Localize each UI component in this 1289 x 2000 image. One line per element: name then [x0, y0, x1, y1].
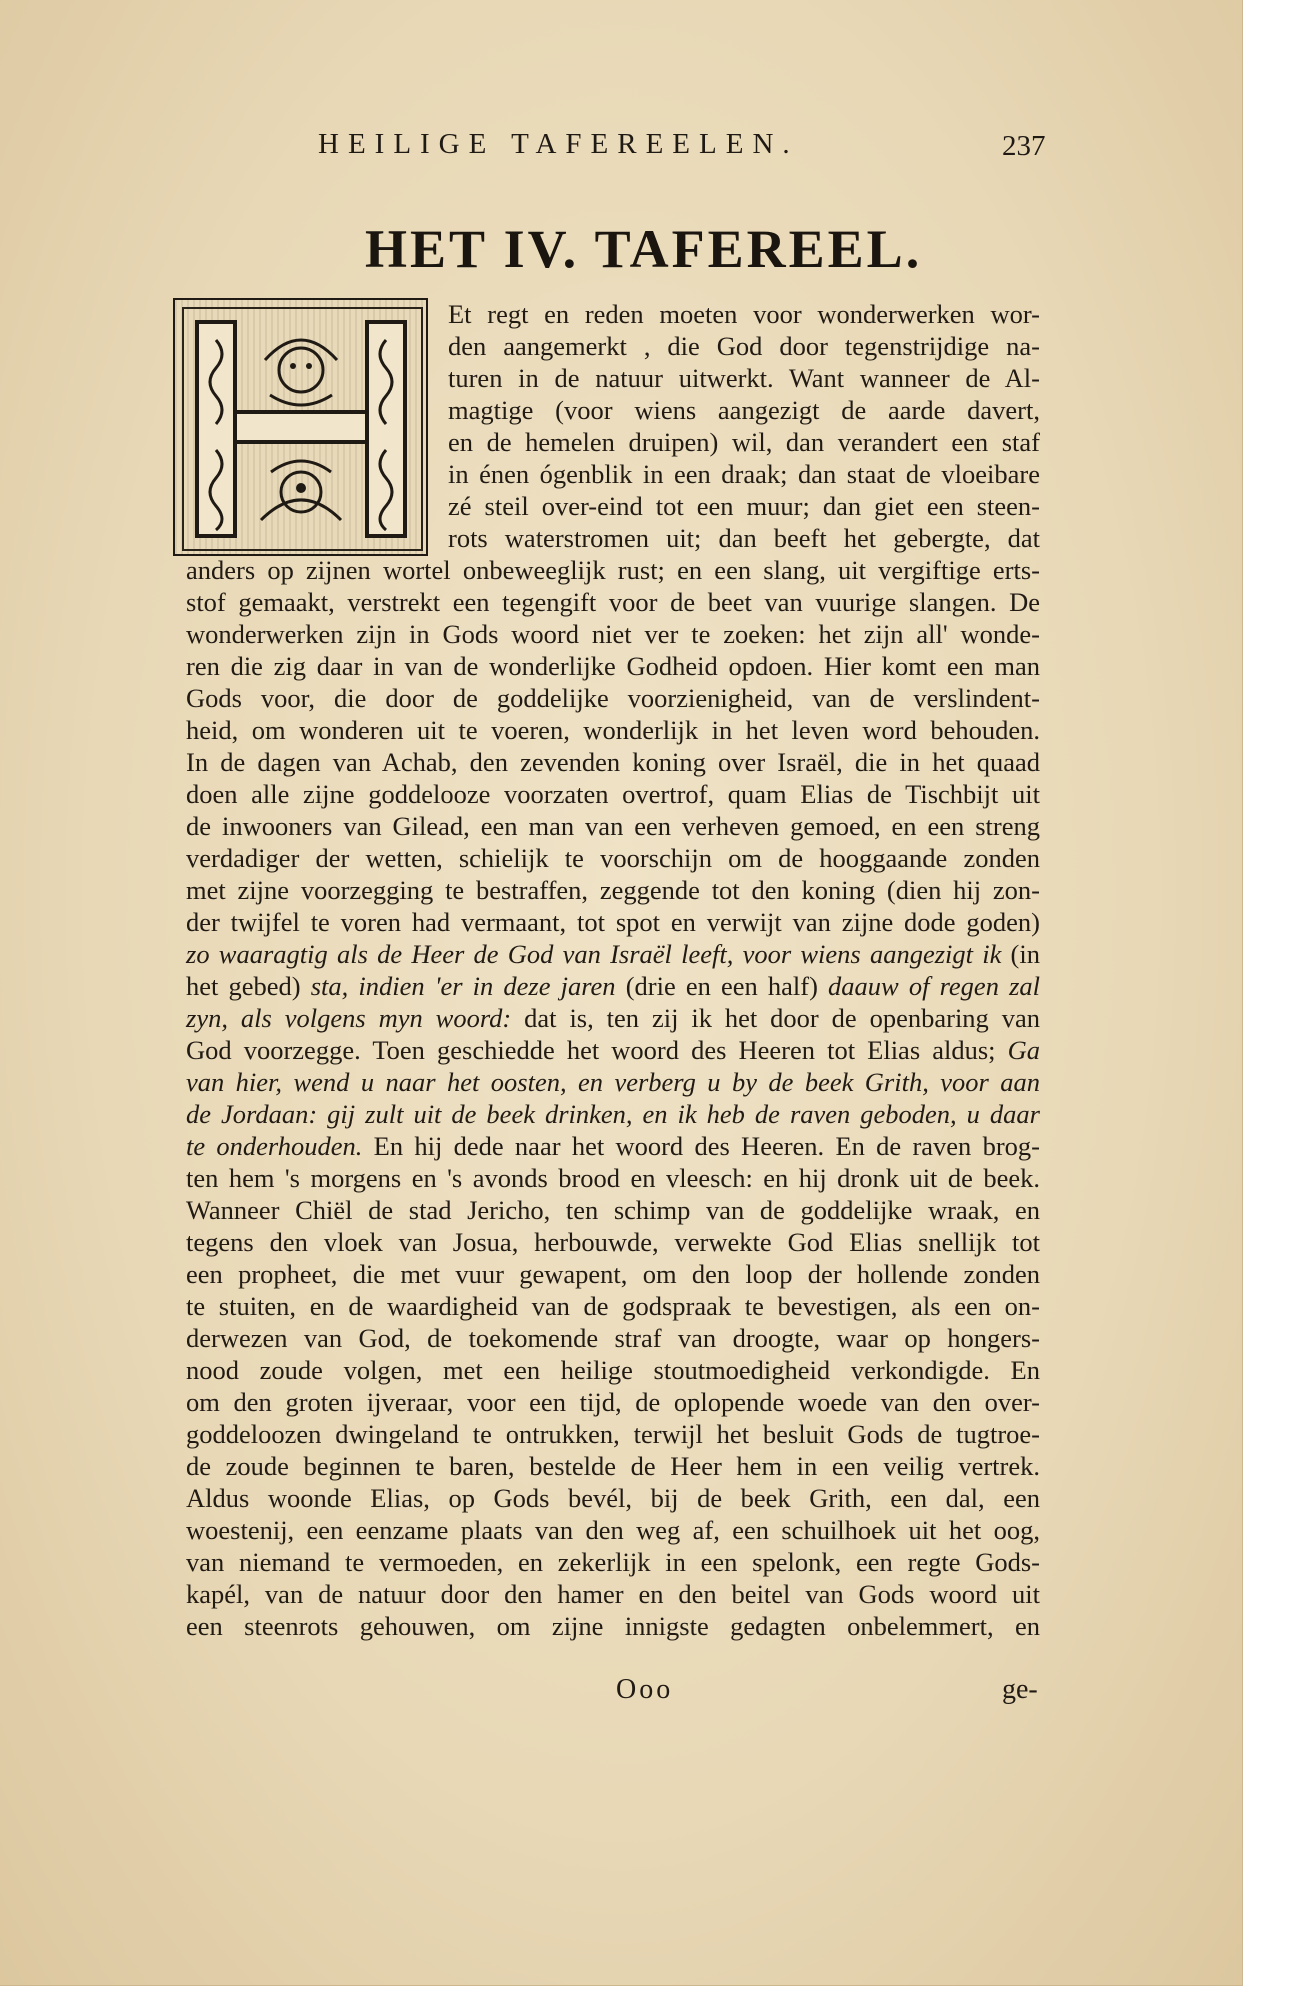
- page-number: 237: [1002, 130, 1046, 162]
- page-footer: [0, 1674, 1242, 1714]
- text-line: Et regt en reden moeten voor wonderwerken wor-: [448, 299, 1040, 329]
- text-line: nood zoude volgen, met een heilige stoutmoedigheid verkondigde. En: [186, 1355, 1040, 1385]
- page-header: [0, 128, 1242, 168]
- running-title: HEILIGE TAFEREELEN.: [318, 128, 799, 160]
- signature-mark: Ooo: [616, 1674, 674, 1705]
- italic-span: zyn, als volgens myn woord:: [186, 1003, 512, 1033]
- roman-span: En hij dede naar het woord des Heeren. En de raven brog-: [362, 1131, 1040, 1161]
- text-line: en de hemelen druipen) wil, dan verandert een staf: [448, 427, 1040, 457]
- text-line: een propheet, die met vuur gewapent, om den loop der hollende zonden: [186, 1259, 1040, 1289]
- roman-span: (in: [1001, 939, 1040, 969]
- italic-span: Ga: [1007, 1035, 1040, 1065]
- text-line: Wanneer Chiël de stad Jericho, ten schimp van de goddelijke wraak, en: [186, 1195, 1040, 1225]
- text-line: ren die zig daar in van de wonderlijke Godheid opdoen. Hier komt een man: [186, 651, 1040, 681]
- chapter-title: HET IV. TAFEREEL.: [365, 219, 923, 279]
- roman-span: (drie en een half): [615, 971, 829, 1001]
- text-line: [186, 1002, 1040, 1034]
- italic-span: daauw of regen zal: [828, 971, 1040, 1001]
- text-line: magtige (voor wiens aangezigt de aarde davert,: [448, 395, 1040, 425]
- text-line: om den groten ijveraar, voor een tijd, de oplopende woede van den over-: [186, 1387, 1040, 1417]
- text-line: wonderwerken zijn in Gods woord niet ver te zoeken: het zijn all' wonde-: [186, 619, 1040, 649]
- text-line: In de dagen van Achab, den zevenden koning over Israël, die in het quaad: [186, 747, 1040, 777]
- text-line: een steenrots gehouwen, om zijne innigste gedagten onbelemmert, en: [186, 1611, 1040, 1641]
- text-line: van hier, wend u naar het oosten, en verberg u by de beek Grith, voor aan: [186, 1067, 1040, 1097]
- italic-span: zo waaragtig als de Heer de God van Israël leeft, voor wiens aangezigt ik: [186, 939, 1002, 969]
- text-line: anders op zijnen wortel onbeweeglijk rust; en een slang, uit vergiftige erts-: [186, 555, 1040, 585]
- text-line: turen in de natuur uitwerkt. Want wanneer de Al-: [448, 363, 1040, 393]
- italic-span: sta, indien 'er in deze jaren: [310, 971, 616, 1001]
- text-line: goddeloozen dwingeland te ontrukken, terwijl het besluit Gods de tugtroe-: [186, 1419, 1040, 1449]
- text-line: woestenij, een eenzame plaats van den weg af, een schuilhoek uit het oog,: [186, 1515, 1040, 1545]
- text-line: rots waterstromen uit; dan beeft het gebergte, dat: [448, 523, 1040, 553]
- ornate-initial-icon: [173, 298, 428, 556]
- roman-span: het gebed): [186, 971, 311, 1001]
- text-line: Aldus woonde Elias, op Gods bevél, bij de beek Grith, een dal, een: [186, 1483, 1040, 1513]
- text-line: te stuiten, en de waardigheid van de godspraak te bevestigen, als een on-: [186, 1291, 1040, 1321]
- text-line: Gods voor, die door de goddelijke voorzienigheid, van de verslindent-: [186, 683, 1040, 713]
- text-line: derwezen van God, de toekomende straf van droogte, waar op hongers-: [186, 1323, 1040, 1353]
- catchword: ge-: [1002, 1674, 1038, 1705]
- text-line: den aangemerkt , die God door tegenstrijdige na-: [448, 331, 1040, 361]
- roman-span: dat is, ten zij ik het door de openbaring van: [511, 1003, 1040, 1033]
- text-line: [186, 970, 1040, 1002]
- text-line: heid, om wonderen uit te voeren, wonderlijk in het leven word behouden.: [186, 715, 1040, 745]
- text-line: stof gemaakt, verstrekt een tegengift voor de beet van vuurige slangen. De: [186, 587, 1040, 617]
- italic-span: te onderhouden.: [186, 1131, 363, 1161]
- text-line: tegens den vloek van Josua, herbouwde, verwekte God Elias snellijk tot: [186, 1227, 1040, 1257]
- text-line: de zoude beginnen te baren, bestelde de Heer hem in een veilig vertrek.: [186, 1451, 1040, 1481]
- roman-span: God voorzegge. Toen geschiedde het woord des Heeren tot Elias aldus;: [186, 1035, 1008, 1065]
- text-line: de Jordaan: gij zult uit de beek drinken, en ik heb de raven geboden, u daar: [186, 1099, 1040, 1129]
- text-line: [186, 1034, 1040, 1066]
- text-line: met zijne voorzegging te bestraffen, zeggende tot den koning (dien hij zon-: [186, 875, 1040, 905]
- text-line: doen alle zijne goddelooze voorzaten overtrof, quam Elias de Tischbijt uit: [186, 779, 1040, 809]
- text-line: der twijfel te voren had vermaant, tot spot en verwijt van zijne dode goden): [186, 907, 1040, 937]
- text-line: verdadiger der wetten, schielijk te voorschijn om de hooggaande zonden: [186, 843, 1040, 873]
- text-line: zé steil over-eind tot een muur; dan giet een steen-: [448, 491, 1040, 521]
- text-line: ten hem 's morgens en 's avonds brood en vleesch: en hij dronk uit de beek.: [186, 1163, 1040, 1193]
- text-line: in énen ógenblik in een draak; dan staat de vloeibare: [448, 459, 1040, 489]
- text-line: van niemand te vermoeden, en zekerlijk in een spelonk, een regte Gods-: [186, 1547, 1040, 1577]
- text-line: [186, 1130, 1040, 1162]
- text-line: de inwooners van Gilead, een man van een verheven gemoed, en een streng: [186, 811, 1040, 841]
- text-line: [186, 938, 1040, 970]
- text-line: kapél, van de natuur door den hamer en den beitel van Gods woord uit: [186, 1579, 1040, 1609]
